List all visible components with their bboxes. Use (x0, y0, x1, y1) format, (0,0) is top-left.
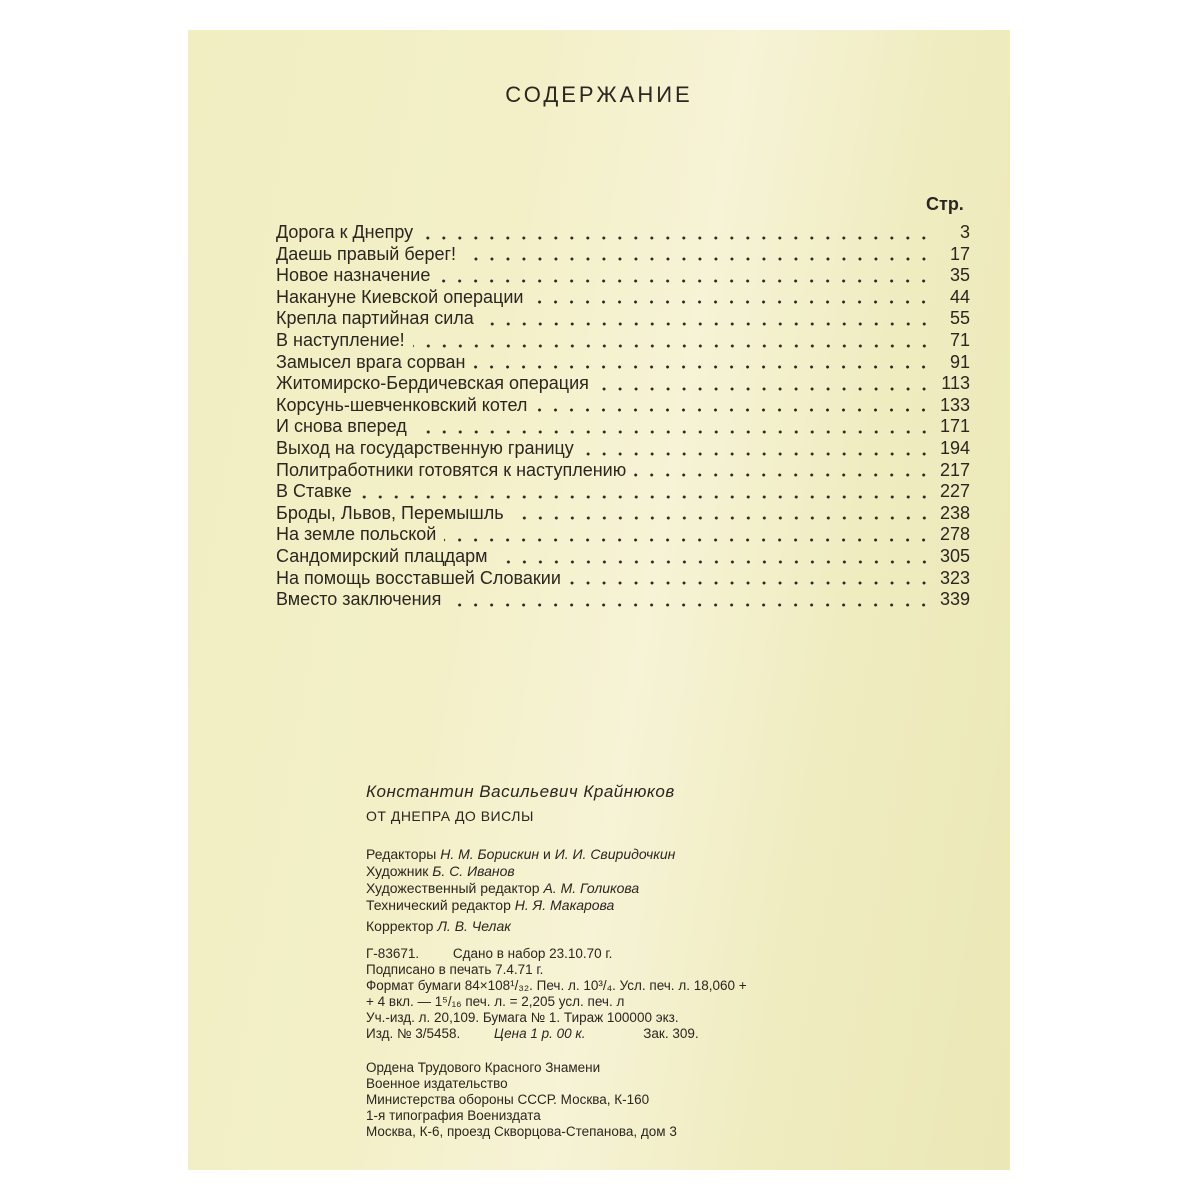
toc-entry-page: 278 (939, 524, 970, 545)
dot-leader (438, 279, 932, 283)
art-editor-line (366, 880, 675, 897)
toc-entry-page: 91 (949, 351, 970, 372)
toc-entry-page: 339 (939, 589, 970, 610)
publisher-line-2: Военное издательство (366, 1076, 508, 1091)
dot-leader (569, 581, 932, 585)
signed-date: Подписано в печать 7.4.71 г. (366, 962, 544, 977)
dot-leader (634, 473, 932, 477)
toc-entry (276, 395, 970, 417)
toc-entry (276, 308, 970, 330)
toc-entry-title: Житомирско-Бердичевская операция (276, 373, 589, 394)
toc-entry-title: Крепла партийная сила (276, 308, 474, 329)
code-line (366, 946, 886, 962)
corrector-line (366, 918, 511, 934)
toc-entry-title: Дорога к Днепру (276, 222, 414, 242)
dot-leader (415, 430, 932, 434)
tech-editor-line (366, 897, 675, 914)
toc-entry-page: 217 (939, 459, 970, 480)
corrector-label: Корректор (366, 918, 434, 934)
toc-entry-page: 44 (949, 286, 970, 307)
toc-entry-page: 113 (941, 373, 970, 394)
editor-2: И. И. Свиридочкин (554, 846, 676, 862)
toc-entry (276, 503, 970, 525)
toc-entry-page: 171 (939, 416, 970, 437)
toc-entry-title: На помощь восставшей Словакии (276, 567, 561, 588)
toc-entry (276, 330, 970, 352)
toc-entry (276, 265, 970, 287)
izd-number: Изд. № 3/5458. (366, 1026, 461, 1041)
dot-leader (444, 538, 932, 542)
toc-entry-title: В наступление! (276, 329, 405, 350)
toc-entry (276, 524, 970, 546)
toc-entry (276, 373, 970, 395)
dot-leader (360, 495, 932, 499)
toc-entry-title: Вместо заключения (276, 589, 442, 610)
toc-entry-page: 323 (939, 567, 970, 588)
art-editor-label: Художественный редактор (366, 880, 540, 896)
toc-entry-page: 305 (939, 545, 970, 566)
artist-label: Художник (366, 863, 429, 879)
dot-leader (482, 322, 932, 326)
format-line-2: + 4 вкл. — 1⁵/₁₆ печ. л. = 2,205 усл. печ. л (366, 994, 625, 1009)
dot-leader (496, 560, 932, 564)
toc-entry-title: И снова вперед (276, 416, 407, 437)
price: Цена 1 р. 00 к. (494, 1026, 586, 1041)
toc-entry-page: 17 (949, 243, 970, 264)
toc-entry-page: 194 (939, 437, 970, 458)
toc-entry (276, 481, 970, 503)
author-name: Константин Васильевич Крайнюков (366, 782, 675, 801)
toc-entry-title: Накануне Киевской операции (276, 286, 524, 307)
publisher-sheets: Уч.-изд. л. 20,109. Бумага № 1. Тираж 100000 экз. (366, 1010, 679, 1025)
toc-entry-title: Даешь правый берег! (276, 243, 457, 264)
toc-entry (276, 546, 970, 568)
toc-entry-title: В Ставке (276, 481, 352, 502)
page-column-label: Стр. (926, 194, 964, 214)
dot-leader (535, 408, 932, 412)
toc-title: СОДЕРЖАНИЕ (505, 82, 693, 107)
publisher-line-4: 1-я типография Воениздата (366, 1108, 541, 1123)
toc-entry (276, 287, 970, 309)
toc-entry (276, 352, 970, 374)
publisher-line-5: Москва, К-6, проезд Скворцова-Степанова, дом 3 (366, 1124, 677, 1139)
tech-editor-name: Н. Я. Макарова (514, 897, 615, 913)
toc-entry (276, 438, 970, 460)
tech-editor-label: Технический редактор (366, 897, 511, 913)
editors-label: Редакторы (366, 846, 437, 862)
order-code: Г-83671. (366, 946, 420, 961)
toc-entry-page: 238 (939, 502, 970, 523)
editor-1: Н. М. Борискин (440, 846, 540, 862)
dot-leader (413, 344, 932, 348)
toc-entry-title: На земле польской (276, 524, 437, 545)
toc-entry-title: Сандомирский плацдарм (276, 545, 488, 566)
credits-block (366, 846, 675, 914)
toc-entry (276, 244, 970, 266)
toc-entry (276, 568, 970, 590)
table-of-contents (276, 222, 970, 611)
toc-entry-page: 133 (939, 394, 970, 415)
publisher-block (366, 1060, 677, 1140)
art-editor-name: А. М. Голикова (543, 880, 640, 896)
book-page (188, 30, 1010, 1170)
corrector-name: Л. В. Челак (437, 918, 511, 934)
printing-details (366, 946, 886, 1042)
artist-line (366, 863, 675, 880)
toc-entry-title: Новое назначение (276, 265, 431, 286)
dot-leader (597, 387, 932, 391)
toc-entry (276, 416, 970, 438)
toc-entry-title: Выход на государственную границу (276, 437, 574, 458)
dot-leader (421, 236, 932, 240)
publisher-line-3: Министерства обороны СССР. Москва, К-160 (366, 1092, 650, 1107)
toc-entry (276, 460, 970, 482)
dot-leader (512, 516, 932, 520)
artist-name: Б. С. Иванов (432, 863, 515, 879)
toc-entry-title: Замысел врага сорван (276, 351, 466, 372)
editors-line (366, 846, 675, 863)
book-title: ОТ ДНЕПРА ДО ВИСЛЫ (366, 808, 534, 824)
toc-entry-page: 71 (949, 329, 970, 350)
toc-entry-page: 227 (939, 481, 970, 502)
dot-leader (464, 257, 932, 261)
toc-entry-page: 35 (949, 265, 970, 286)
dot-leader (449, 603, 932, 607)
dot-leader (582, 452, 932, 456)
format-line: Формат бумаги 84×108¹/₃₂. Печ. л. 10³/₄. Усл. печ. л. 18,060 + (366, 978, 747, 993)
izd-line (366, 1026, 886, 1042)
editors-and: и (543, 846, 551, 862)
order-number: Зак. 309. (643, 1026, 699, 1041)
toc-entry-title: Броды, Львов, Перемышль (276, 502, 504, 523)
typeset-date: Сдано в набор 23.10.70 г. (452, 946, 613, 961)
dot-leader (531, 300, 932, 304)
publisher-line-1: Ордена Трудового Красного Знамени (366, 1060, 601, 1075)
toc-entry-title: Политработники готовятся к наступлению (276, 459, 627, 480)
toc-entry-page: 55 (949, 308, 970, 329)
dot-leader (473, 365, 932, 369)
toc-entry-page: 3 (959, 222, 970, 242)
toc-entry (276, 222, 970, 244)
toc-entry (276, 589, 970, 611)
toc-entry-title: Корсунь-шевченковский котел (276, 394, 528, 415)
